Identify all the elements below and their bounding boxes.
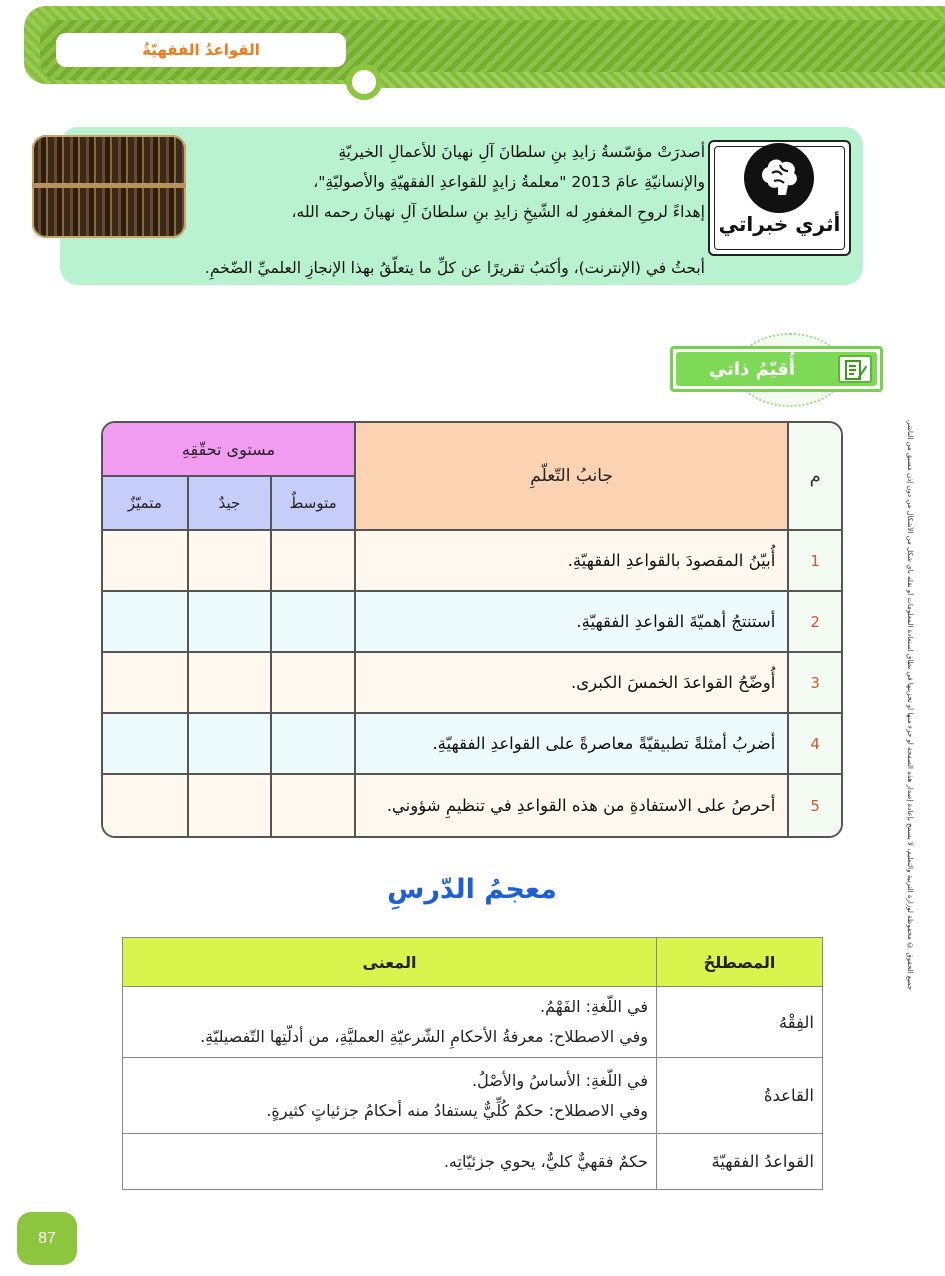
meaning-line: حكمٌ فقهيٌّ كليٌّ، يحوي جزئيّاتِه.	[443, 1151, 648, 1171]
glossary-header-term: المصطلحُ	[657, 938, 823, 987]
meaning-line: وفي الاصطلاح: حكمٌ كُلِّيٌّ يستفادُ منه أحكامُ جزئياتٍ كثيرةٍ.	[266, 1100, 648, 1120]
experience-badge-label: أثري خبراتي	[718, 212, 841, 236]
row-aspect: أحرصُ على الاستفادةِ من هذه القواعدِ في تنظيمِ شؤوني.	[354, 775, 787, 836]
experience-paragraph	[235, 137, 705, 227]
glossary-meaning	[123, 987, 657, 1058]
glossary-table	[122, 937, 823, 1190]
meaning-line: في اللّغةِ: الأساسُ والأصْلُ.	[471, 1070, 648, 1090]
table-row	[103, 714, 841, 775]
excellent-cell[interactable]	[103, 775, 187, 836]
table-row	[103, 592, 841, 653]
excellent-cell[interactable]	[103, 592, 187, 653]
row-number: 2	[787, 592, 841, 653]
excellent-cell[interactable]	[103, 714, 187, 775]
glossary-meaning	[123, 1134, 657, 1190]
row-aspect: أُوضّحُ القواعدَ الخمسَ الكبرى.	[354, 653, 787, 714]
self-evaluation-label: أُقيّمُ ذاتي	[708, 358, 795, 380]
good-cell[interactable]	[187, 775, 271, 836]
glossary-meaning	[123, 1058, 657, 1134]
average-cell[interactable]	[270, 592, 354, 653]
row-number: 1	[787, 531, 841, 592]
average-cell[interactable]	[270, 653, 354, 714]
average-cell[interactable]	[270, 775, 354, 836]
column-header-aspect: جانبُ التّعلّمِ	[354, 423, 787, 531]
table-row	[103, 653, 841, 714]
glossary-row	[123, 1134, 823, 1190]
average-cell[interactable]	[270, 531, 354, 592]
self-evaluation-table	[101, 421, 843, 838]
column-header-excellent: متميّزٌ	[103, 477, 187, 531]
meaning-line: وفي الاصطلاح: معرفةُ الأحكامِ الشّرعيّةِ العمليَّةِ، من أدلّتِها التّفصيليّةِ.	[200, 1027, 648, 1046]
row-aspect: أستنتجُ أهميّةَ القواعدِ الفقهيّةِ.	[354, 592, 787, 653]
glossary-title: معجمُ الدّرسِ	[387, 874, 557, 905]
page-number: 87	[17, 1212, 77, 1265]
row-aspect: أضربُ أمثلةً تطبيقيّةً معاصرةً على القواعدِ الفقهيّةِ.	[354, 714, 787, 775]
glossary-term: القواعدُ الفقهيّةَ	[657, 1134, 823, 1190]
experience-line: أصدرَتْ مؤسّسةُ زايدِ بنِ سلطانَ آلِ نهيانَ للأعمالِ الخيريّةِ	[338, 143, 705, 161]
good-cell[interactable]	[187, 653, 271, 714]
experience-line: إهداءً لروحِ المغفورِ له الشّيخِ زايدِ بنِ سلطانَ آلِ نهيانَ رحمه الله،	[291, 203, 705, 221]
experience-task-line: أبحثُ في (الإنترنت)، وأكتبُ تقريرًا عن كلِّ ما يتعلّقُ بهذا الإنجازِ العلميِّ الضّخمِ.	[204, 259, 705, 277]
header-knob	[346, 64, 382, 100]
copyright-notice: جميع الحقوق © محفوظة لوزارة التربية والتعليم، لا يسمح بإعادة إصدار هذه الصفحة أو جزء منها أو تخزينها في نطاق استعادة المعلومات أو نقله بأي شكل من الأشكال من دون إذن مسبق من الناشر.	[906, 419, 914, 990]
chapter-title-box	[56, 33, 346, 67]
brain-icon	[744, 143, 814, 213]
row-number: 5	[787, 775, 841, 836]
row-aspect: أُبيّنُ المقصودَ بالقواعدِ الفقهيّةِ.	[354, 531, 787, 592]
row-number: 4	[787, 714, 841, 775]
table-row	[103, 531, 841, 592]
header-strip	[380, 72, 945, 88]
column-header-average: متوسطٌ	[270, 477, 354, 531]
meaning-line: في اللّغةِ: الفَهْمُ.	[540, 997, 648, 1016]
column-header-good: جيدٌ	[187, 477, 271, 531]
books-image	[32, 135, 186, 238]
glossary-row	[123, 1058, 823, 1134]
good-cell[interactable]	[187, 714, 271, 775]
glossary-term: القاعدةُ	[657, 1058, 823, 1134]
glossary-term: الفِقْهُ	[657, 987, 823, 1058]
average-cell[interactable]	[270, 714, 354, 775]
chapter-title: القواعدُ الفقهيّةُ	[142, 41, 260, 59]
experience-line: والإنسانيّةِ عامَ 2013 "معلمةُ زايدٍ للقواعدِ الفقهيّةِ والأصوليّةِ"،	[313, 173, 705, 191]
column-header-level: مستوى تحقّقِهِ	[103, 423, 354, 477]
checklist-pencil-icon	[838, 355, 872, 383]
glossary-header-meaning: المعنى	[123, 938, 657, 987]
glossary-row	[123, 987, 823, 1058]
excellent-cell[interactable]	[103, 653, 187, 714]
row-number: 3	[787, 653, 841, 714]
table-row	[103, 775, 841, 836]
column-header-number: م	[787, 423, 841, 531]
excellent-cell[interactable]	[103, 531, 187, 592]
good-cell[interactable]	[187, 531, 271, 592]
good-cell[interactable]	[187, 592, 271, 653]
